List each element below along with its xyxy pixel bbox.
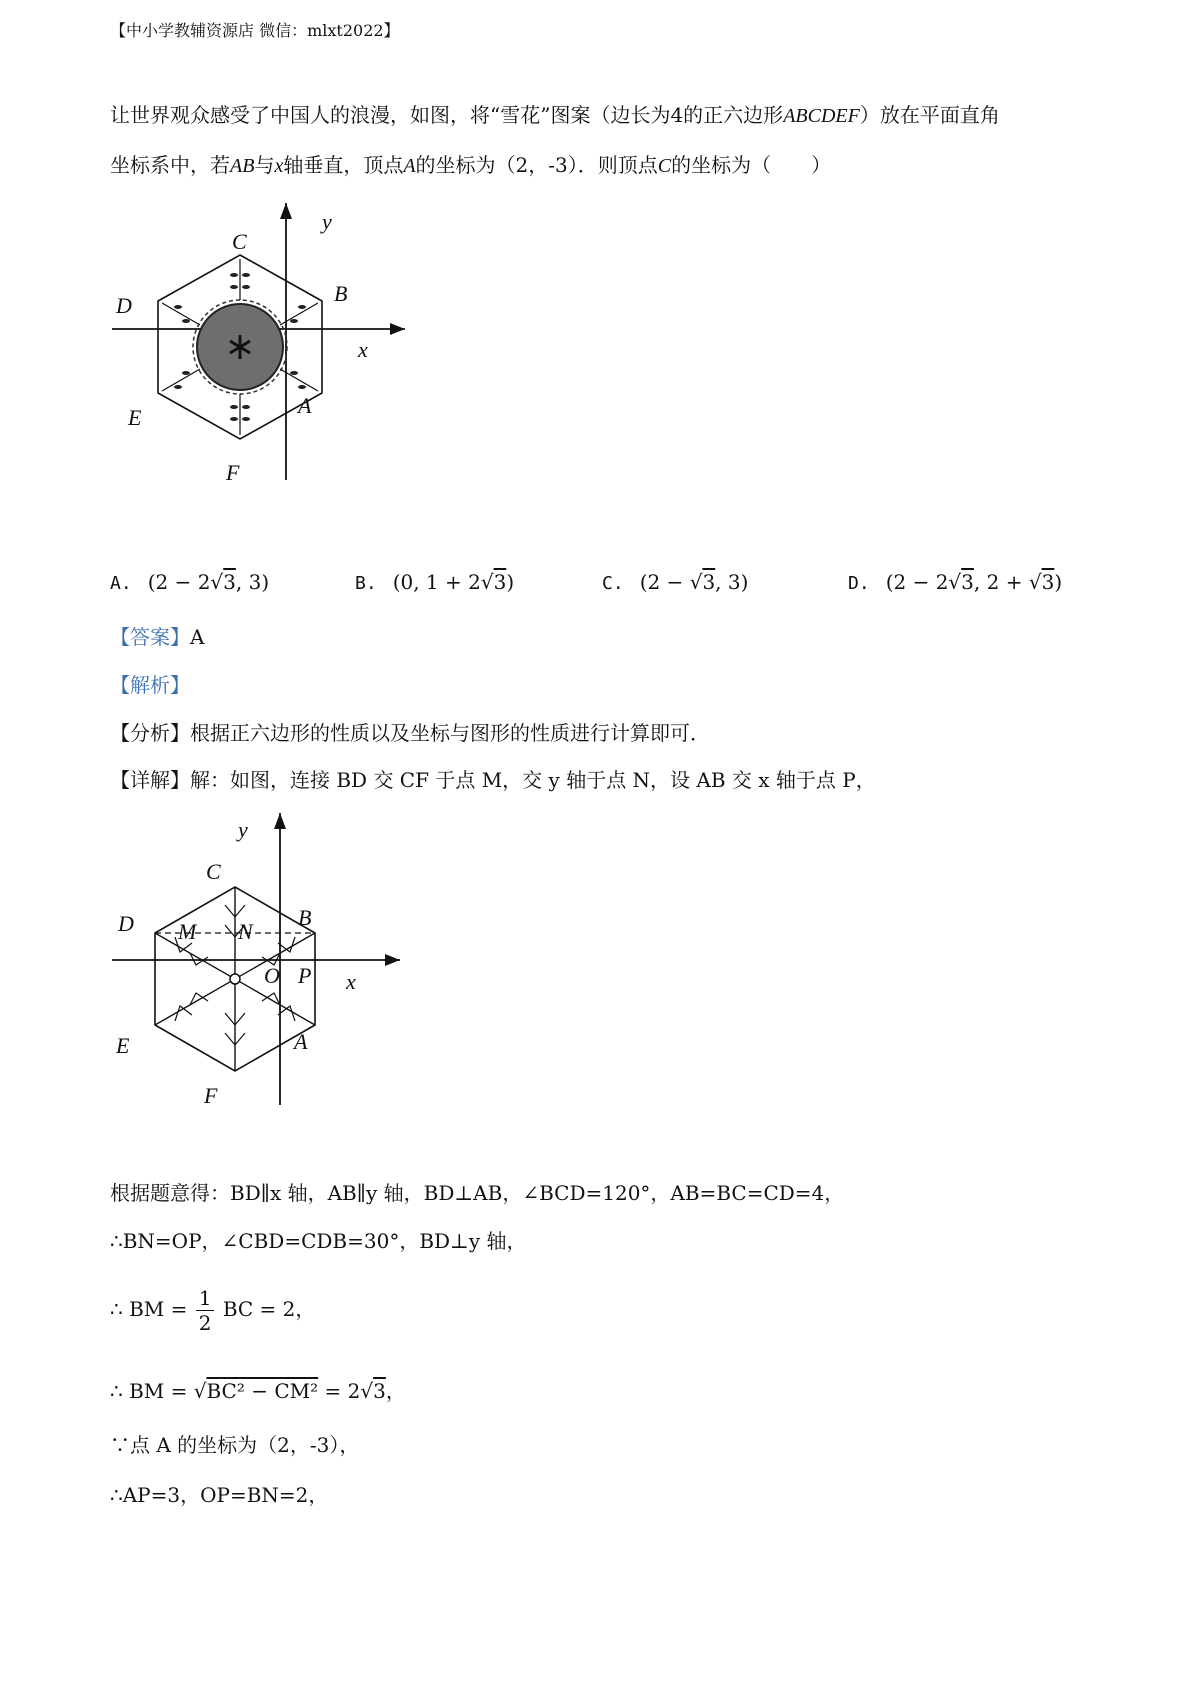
fig2-label-D: D — [118, 911, 134, 936]
option-d-rad2: 3 — [1041, 570, 1055, 594]
answer-value: A — [190, 625, 205, 649]
fig1-label-y: y — [322, 209, 332, 234]
fenxi-text: 根据正六边形的性质以及坐标与图形的性质进行计算即可． — [190, 721, 710, 745]
question-line-2 — [110, 152, 831, 179]
option-a-label: A. — [110, 573, 132, 594]
option-c-rad: 3 — [702, 570, 716, 594]
detail-tag: 【详解】 — [110, 768, 190, 792]
option-c-post: , 3) — [715, 570, 749, 594]
fig2-label-C: C — [206, 859, 221, 884]
page-header: 【中小学教辅资源店 微信：mlxt2022】 — [110, 21, 400, 40]
option-a-pre: (2 − 2 — [147, 570, 211, 594]
fig2-label-B: B — [298, 905, 312, 930]
step-3-post: BC = 2， — [222, 1297, 316, 1321]
hexagon-name: ABCDEF — [783, 105, 860, 127]
step-6: ∴AP=3，OP=BN=2， — [110, 1483, 329, 1507]
step-4-post: = 2 — [324, 1379, 361, 1403]
fig2-label-N: N — [238, 919, 253, 944]
fig2-label-x: x — [346, 969, 356, 994]
q2-a: 坐标系中，若 — [110, 153, 230, 177]
answer-line — [110, 624, 204, 650]
step-1: 根据题意得：BD∥x 轴，AB∥y 轴，BD⊥AB，∠BCD=120°，AB=BC=CD=4， — [110, 1181, 845, 1205]
q2-b: 与 — [254, 153, 275, 177]
step-5: ∵点 A 的坐标为（2，-3）， — [110, 1433, 360, 1457]
step-3-pre: ∴ BM = — [110, 1297, 188, 1321]
step-4-rad: BC² − CM² — [206, 1379, 319, 1403]
fig2-label-O: O — [264, 963, 280, 988]
option-c-label: C. — [602, 573, 624, 594]
question-text-1-end: ）放在平面直角 — [859, 103, 1000, 127]
option-a-rad: 3 — [223, 570, 236, 594]
q2-ab: AB — [230, 155, 255, 177]
option-d-label: D. — [848, 573, 870, 594]
fig2-label-M: M — [178, 919, 197, 944]
step-4-rad2: 3 — [373, 1379, 386, 1403]
fig2-label-y: y — [238, 817, 248, 842]
detail-text: 解：如图，连接 BD 交 CF 于点 M，交 y 轴于点 N，设 AB 交 x 轴于点 P， — [190, 768, 876, 792]
question-line-1 — [110, 102, 1000, 129]
snowflake-figure-1 — [100, 195, 420, 495]
fig2-label-F: F — [204, 1083, 218, 1108]
step-3 — [110, 1284, 315, 1335]
analysis-tag: 【解析】 — [110, 673, 190, 697]
q2-x: x — [274, 155, 284, 177]
fraction-den: 2 — [198, 1311, 212, 1335]
q2-c: 轴垂直，顶点 — [283, 153, 404, 177]
fig1-label-B: B — [334, 281, 348, 306]
fig1-label-x: x — [358, 337, 368, 362]
option-c-pre: (2 − — [639, 570, 690, 594]
option-b-label: B. — [355, 573, 377, 594]
option-c: C. (2 − √3, 3) — [602, 570, 749, 594]
analysis-tag-line — [110, 672, 190, 698]
fig1-label-A: A — [298, 393, 312, 418]
fig1-label-F: F — [226, 460, 240, 485]
step-2: ∴BN=OP，∠CBD=CDB=30°，BD⊥y 轴， — [110, 1229, 527, 1253]
fenxi-line — [110, 720, 710, 746]
step-4-end: ， — [385, 1379, 406, 1403]
option-d-post2: ) — [1054, 570, 1063, 594]
option-b: B. (0, 1 + 2√3) — [355, 570, 515, 594]
q2-e: 的坐标为（ ） — [671, 153, 832, 177]
option-d-rad: 3 — [961, 570, 974, 594]
q2-A: A — [403, 155, 416, 177]
fig1-label-C: C — [232, 229, 247, 254]
option-a: A. (2 − 2√3, 3) — [110, 570, 270, 594]
option-a-post: , 3) — [235, 570, 270, 594]
option-d-post: , 2 + — [973, 570, 1029, 594]
option-b-pre: (0, 1 + 2 — [392, 570, 481, 594]
snowflake-figure-2 — [100, 805, 420, 1115]
detail-line — [110, 767, 876, 793]
step-4: ∴ BM = √BC² − CM² = 2√3， — [110, 1379, 406, 1403]
fraction-one-half — [196, 1286, 215, 1335]
option-d-pre: (2 − 2 — [885, 570, 949, 594]
fig2-label-P: P — [298, 963, 312, 988]
fig2-label-A: A — [294, 1029, 308, 1054]
question-text-1: 让世界观众感受了中国人的浪漫，如图，将“雪花”图案（边长为4的正六边形 — [110, 103, 784, 127]
q2-d: 的坐标为（2，-3）．则顶点 — [415, 153, 658, 177]
fenxi-tag: 【分析】 — [110, 721, 190, 745]
fig1-label-D: D — [116, 293, 132, 318]
q2-C: C — [657, 155, 672, 177]
fig2-label-E: E — [116, 1033, 130, 1058]
fraction-num: 1 — [196, 1286, 215, 1311]
fig1-label-E: E — [128, 405, 142, 430]
answer-tag: 【答案】 — [110, 625, 190, 649]
option-b-post: ) — [506, 570, 515, 594]
option-d: D. (2 − 2√3, 2 + √3) — [848, 570, 1063, 594]
option-b-rad: 3 — [493, 570, 507, 594]
step-4-pre: ∴ BM = — [110, 1379, 188, 1403]
